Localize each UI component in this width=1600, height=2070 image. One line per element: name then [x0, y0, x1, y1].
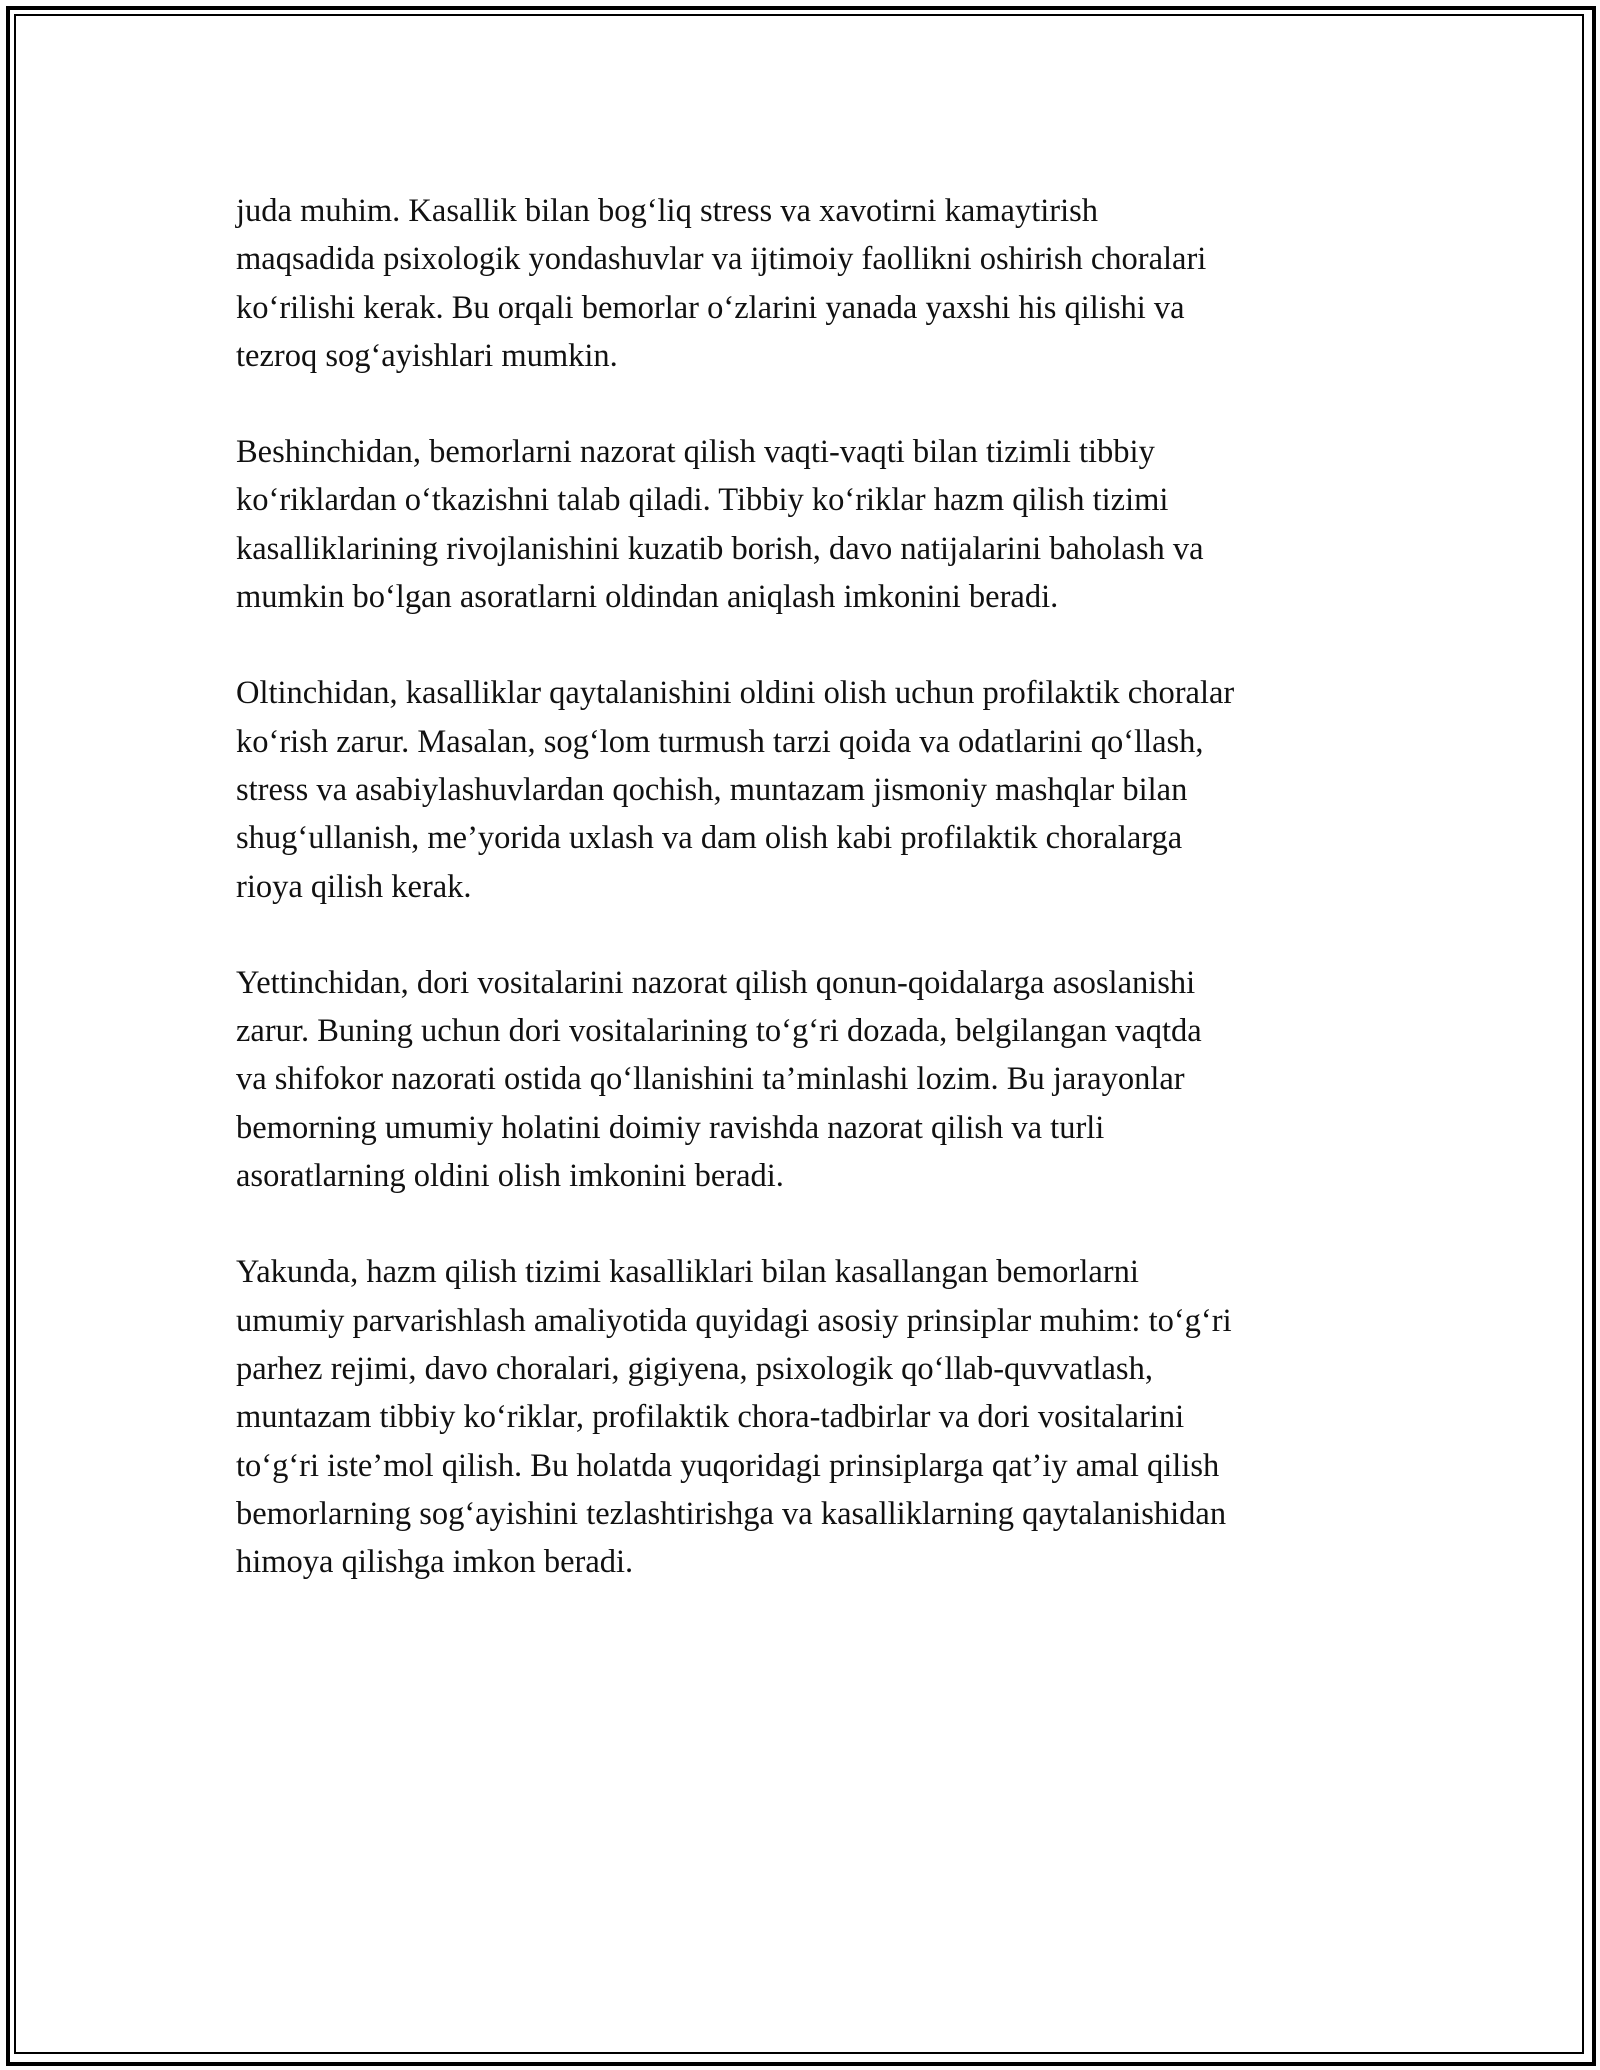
text-line: bemorlarning sog‘ayishini tezlashtirishga va kasalliklarning qaytalanishidan — [236, 1495, 1227, 1532]
text-line: ko‘riklardan o‘tkazishni talab qiladi. Tibbiy ko‘riklar hazm qilish tizimi — [236, 482, 1169, 519]
text-line: ko‘rish zarur. Masalan, sog‘lom turmush tarzi qoida va odatlarini qo‘llash, — [236, 723, 1204, 760]
text-line: Oltinchidan, kasalliklar qaytalanishini oldini olish uchun profilaktik choralar — [236, 675, 1235, 712]
text-line: kasalliklarining rivojlanishini kuzatib borish, davo natijalarini baholash va — [236, 530, 1204, 567]
text-line: muntazam tibbiy ko‘riklar, profilaktik chora-tadbirlar va dori vositalarini — [236, 1399, 1185, 1436]
text-line: zarur. Buning uchun dori vositalarining to‘g‘ri dozada, belgilangan vaqtda — [236, 1013, 1202, 1050]
text-line: himoya qilishga imkon beradi. — [236, 1544, 634, 1581]
text-line: bemorning umumiy holatini doimiy ravishda nazorat qilish va turli — [236, 1109, 1105, 1146]
text-line: shug‘ullanish, me’yorida uxlash va dam olish kabi profilaktik choralarga — [236, 820, 1183, 857]
text-line: Beshinchidan, bemorlarni nazorat qilish vaqti-vaqti bilan tizimli tibbiy — [236, 434, 1155, 471]
paragraph-yakunda — [236, 1248, 1386, 1586]
text-line: mumkin bo‘lgan asoratlarni oldindan aniqlash imkonini beradi. — [236, 579, 1059, 616]
text-line: to‘g‘ri iste’mol qilish. Bu holatda yuqoridagi prinsiplarga qat’iy amal qilish — [236, 1447, 1220, 1484]
paragraph-yettinchidan — [236, 959, 1386, 1200]
text-line: Yakunda, hazm qilish tizimi kasalliklari bilan kasallangan bemorlarni — [236, 1254, 1139, 1291]
text-line: maqsadida psixologik yondashuvlar va ijtimoiy faollikni oshirish choralari — [236, 241, 1207, 278]
text-line: asoratlarning oldini olish imkonini beradi. — [236, 1158, 784, 1195]
text-line: ko‘rilishi kerak. Bu orqali bemorlar o‘zlarini yanada yaxshi his qilishi va — [236, 289, 1185, 326]
paragraph-beshinchidan — [236, 428, 1386, 621]
text-line: stress va asabiylashuvlardan qochish, muntazam jismoniy mashqlar bilan — [236, 771, 1188, 808]
text-line: umumiy parvarishlash amaliyotida quyidagi asosiy prinsiplar muhim: to‘g‘ri — [236, 1302, 1232, 1339]
text-line: juda muhim. Kasallik bilan bog‘liq stress va xavotirni kamaytirish — [236, 193, 1099, 229]
text-line: rioya qilish kerak. — [236, 868, 472, 905]
text-line: va shifokor nazorati ostida qo‘llanishini ta’minlashi lozim. Bu jarayonlar — [236, 1061, 1185, 1098]
text-line: Yettinchidan, dori vositalarini nazorat qilish qonun-qoidalarga asoslanishi — [236, 964, 1196, 1001]
document-body — [236, 187, 1386, 1634]
text-line: tezroq sog‘ayishlari mumkin. — [236, 337, 618, 374]
paragraph-oltinchidan — [236, 669, 1386, 910]
paragraph-continuation — [236, 187, 1386, 380]
text-line: parhez rejimi, davo choralari, gigiyena, psixologik qo‘llab-quvvatlash, — [236, 1350, 1153, 1387]
